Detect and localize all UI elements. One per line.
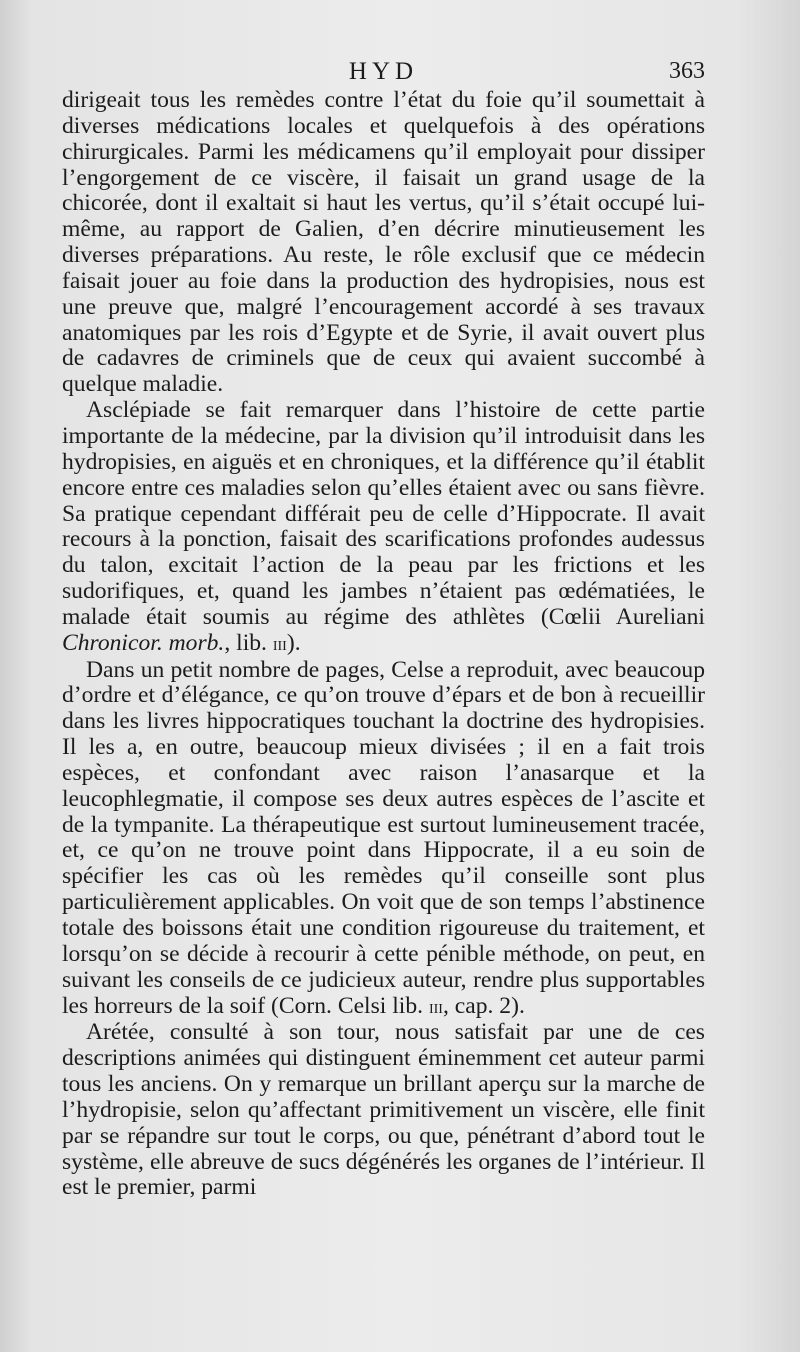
citation-lib: , lib.	[224, 629, 273, 656]
page-header	[62, 58, 705, 88]
body-text	[62, 88, 705, 1201]
running-head: HYD	[348, 58, 419, 85]
page-number: 363	[669, 58, 705, 84]
citation-title: Chronicor. morb.	[62, 629, 225, 656]
paragraph-1	[62, 88, 705, 398]
paragraph-2-text: Asclépiade se fait remarquer dans l’histoire de cette partie importante de la médecine, par la division qu’il introduisit dans les hydropisies, en aiguës et en chroniques, et la différence qu’il établit encore entre ces maladies selon qu’elles étaient avec ou sans fièvre. Sa pratique cependant différait peu de celle d’Hippocrate. Il avait recours à la ponction, faisait des scarifications profondes audessus du talon, excitait l’action de la peau par les frictions et les sudorifiques, et, quand les jambes n’étaient pas œdématiées, le malade était soumis au régime des athlètes (Cœlii Aureliani	[62, 397, 705, 630]
paragraph-3	[62, 658, 705, 1021]
paragraph-3-text: Dans un petit nombre de pages, Celse a reproduit, avec beaucoup d’ordre et d’élégance, ce qu’on trouve d’épars et de bon à recueillir dans les livres hippocratiques touchant la doctrine des hydropisies. Il les a, en outre, beaucoup mieux divisées ; il en a fait trois espèces, et confondant avec raison l’anasarque et la leucophlegmatie, il compose ses deux autres espèces de l’ascite et de la tympanite. La thérapeutique est surtout lumineusement tracée, et, ce qu’on ne trouve point dans Hippocrate, il a eu soin de spécifier les cas où les remèdes qu’il conseille sont plus particulièrement applicables. On voit que de son temps l’abstinence totale des boissons était une condition rigoureuse du traitement, et lorsqu’on se décide à recourir à cette pénible méthode, on peut, en suivant les conseils de ce judicieux auteur, rendre plus supportables les horreurs de la soif (Corn. Celsi lib.	[62, 656, 705, 1019]
paragraph-1-text: dirigeait tous les remèdes contre l’état du foie qu’il soumettait à diverses médications locales et quelquefois à des opérations chirurgicales. Parmi les médicamens qu’il employait pour dissiper l’engorgement de ce viscère, il faisait un grand usage de la chicorée, dont il exaltait si haut les vertus, qu’il s’était occupé lui-même, au rapport de Galien, d’en décrire minutieusement les diverses préparations. Au reste, le rôle exclusif que ce médecin faisait jouer au foie dans la production des hydropisies, nous est une preuve que, malgré l’encouragement accordé à ses travaux anatomiques par les rois d’Egypte et de Syrie, il avait ouvert plus de cadavres de criminels que de ceux qui avaient succombé à quelque maladie.	[62, 87, 705, 398]
paragraph-2	[62, 398, 705, 657]
paragraph-4	[62, 1020, 705, 1201]
paragraph-4-text: Arétée, consulté à son tour, nous satisfait par une de ces descriptions animées qui distinguent éminemment cet auteur parmi tous les anciens. On y remarque un brillant aperçu sur la marche de l’hydropisie, selon qu’affectant primitivement un viscère, elle finit par se répandre sur tout le corps, ou que, pénétrant d’abord tout le système, elle abreuve de sucs dégénérés les organes de l’intérieur. Il est le premier, parmi	[62, 1019, 705, 1201]
citation-book: iii	[428, 995, 443, 1018]
citation-end: ).	[286, 629, 301, 656]
citation-book: iii	[272, 632, 287, 655]
citation-end: , cap. 2).	[442, 992, 525, 1019]
